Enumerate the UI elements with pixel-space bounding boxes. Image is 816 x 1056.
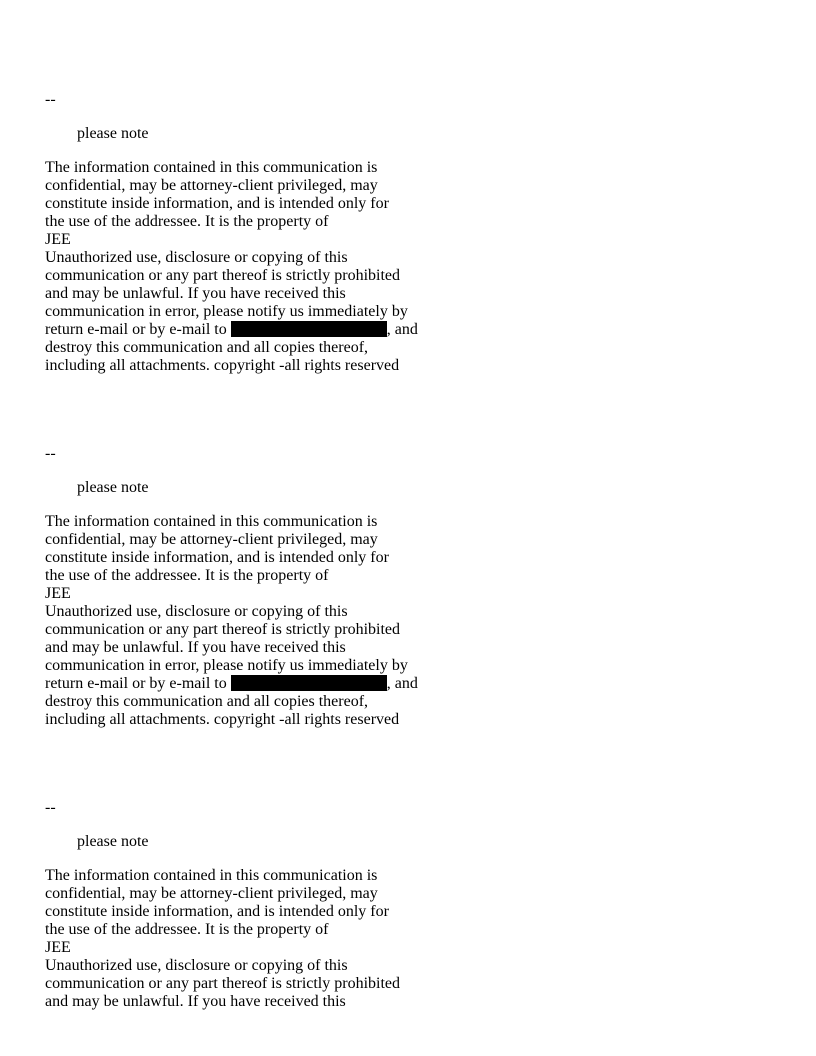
notice-line: The information contained in this communication is [45, 159, 378, 176]
notice-line: communication or any part thereof is strictly prohibited [45, 267, 401, 284]
redacted-line-prefix: return e-mail or by e-mail to [45, 321, 231, 338]
notice-body [45, 867, 445, 1011]
notice-line: the use of the addressee. It is the property of [45, 213, 329, 230]
redacted-email-block [231, 675, 387, 691]
confidentiality-notice-1 [45, 91, 445, 375]
notice-line: communication in error, please notify us immediately by [45, 657, 408, 674]
notice-heading: please note [77, 125, 149, 142]
notice-line: and may be unlawful. If you have received this [45, 639, 346, 656]
notice-line: the use of the addressee. It is the property of [45, 921, 329, 938]
notice-line: JEE [45, 939, 71, 956]
notice-line: confidential, may be attorney-client privileged, may [45, 885, 378, 902]
notice-line: communication or any part thereof is strictly prohibited [45, 621, 401, 638]
notice-line-redacted [45, 321, 445, 339]
redacted-email-block [231, 321, 387, 337]
notice-line: constitute inside information, and is intended only for [45, 903, 389, 920]
notice-line: confidential, may be attorney-client privileged, may [45, 177, 378, 194]
redacted-line-prefix: return e-mail or by e-mail to [45, 675, 231, 692]
notice-line: including all attachments. copyright -all rights reserved [45, 357, 400, 374]
notice-line: The information contained in this communication is [45, 867, 378, 884]
notice-line: JEE [45, 585, 71, 602]
notice-body [45, 513, 445, 729]
confidentiality-notice-3 [45, 799, 445, 1011]
notice-line: and may be unlawful. If you have received this [45, 993, 346, 1010]
signature-separator: -- [45, 91, 56, 108]
notice-line: Unauthorized use, disclosure or copying of this [45, 249, 348, 266]
notice-body [45, 159, 445, 375]
notice-line: confidential, may be attorney-client privileged, may [45, 531, 378, 548]
notice-line: communication or any part thereof is strictly prohibited [45, 975, 401, 992]
notice-line: destroy this communication and all copies thereof, [45, 693, 369, 710]
redacted-line-suffix: , and [386, 321, 418, 338]
notice-line: JEE [45, 231, 71, 248]
notice-line: Unauthorized use, disclosure or copying of this [45, 957, 348, 974]
notice-line: destroy this communication and all copies thereof, [45, 339, 369, 356]
redacted-line-suffix: , and [386, 675, 418, 692]
signature-separator: -- [45, 799, 56, 816]
signature-separator: -- [45, 445, 56, 462]
notice-line: Unauthorized use, disclosure or copying of this [45, 603, 348, 620]
notice-line: The information contained in this communication is [45, 513, 378, 530]
notice-line: constitute inside information, and is intended only for [45, 195, 389, 212]
notice-line: including all attachments. copyright -all rights reserved [45, 711, 400, 728]
notice-line-redacted [45, 675, 445, 693]
notice-line: the use of the addressee. It is the property of [45, 567, 329, 584]
confidentiality-notice-2 [45, 445, 445, 729]
notice-heading: please note [77, 479, 149, 496]
notice-line: communication in error, please notify us immediately by [45, 303, 408, 320]
notice-line: and may be unlawful. If you have received this [45, 285, 346, 302]
notice-heading: please note [77, 833, 149, 850]
notice-line: constitute inside information, and is intended only for [45, 549, 389, 566]
